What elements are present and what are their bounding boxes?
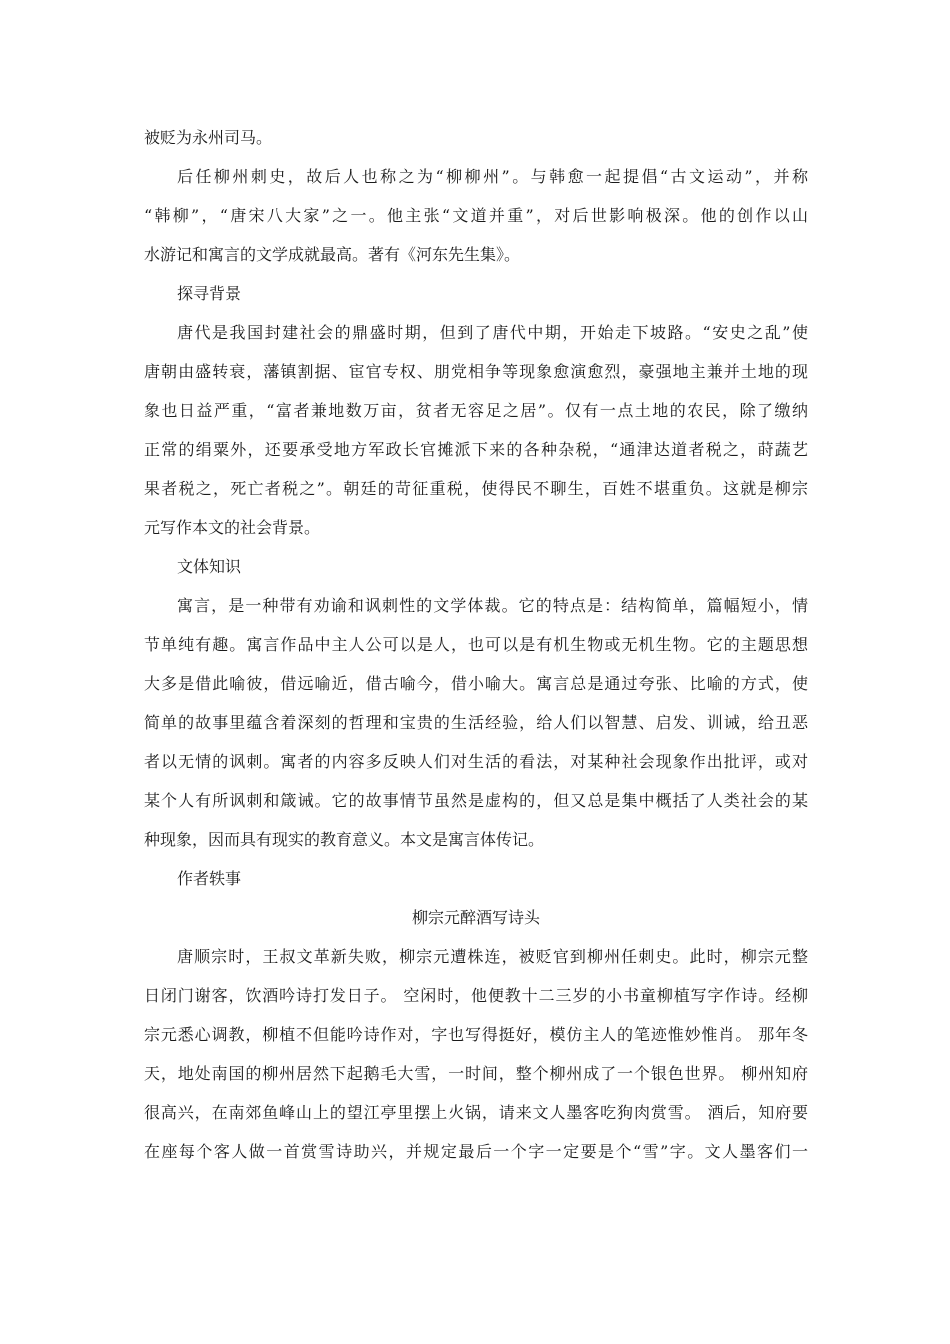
body-line: 简单的故事里蕴含着深刻的哲理和宝贵的生活经验，给人们以智慧、启发、训诫，给丑恶 xyxy=(144,713,808,732)
body-line: 水游记和寓言的文学成就最高。著有《河东先生集》。 xyxy=(144,245,521,264)
body-line: 者以无情的讽刺。寓者的内容多反映人们对生活的看法，对某种社会现象作出批评，或对 xyxy=(144,752,808,771)
body-line: 天，地处南国的柳州居然下起鹅毛大雪，一时间，整个柳州成了一个银色世界。 柳州知府 xyxy=(144,1064,808,1083)
body-line: 大多是借此喻彼，借远喻近，借古喻今，借小喻大。寓言总是通过夸张、比喻的方式，使 xyxy=(144,674,808,693)
body-line: 宗元悉心调教，柳植不但能吟诗作对，字也写得挺好，模仿主人的笔迹惟妙惟肖。 那年冬 xyxy=(144,1025,808,1044)
body-line: 象也日益严重，“富者兼地数万亩，贫者无容足之居”。仅有一点土地的农民，除了缴纳 xyxy=(144,401,808,420)
body-line: 唐朝由盛转衰，藩镇割据、宦官专权、朋党相争等现象愈演愈烈，豪强地主兼并土地的现 xyxy=(144,362,808,381)
body-line: 正常的绢粟外，还要承受地方军政长官摊派下来的各种杂税，“通津达道者税之，莳蔬艺 xyxy=(144,440,808,459)
background-paragraph xyxy=(144,313,808,547)
body-line: 元写作本文的社会背景。 xyxy=(144,518,321,537)
body-line: 某个人有所讽刺和箴诫。它的故事情节虽然是虚构的，但又总是集中概括了人类社会的某 xyxy=(144,791,808,810)
body-line: 日闭门谢客，饮酒吟诗打发日子。 空闲时，他便教十二三岁的小书童柳植写字作诗。经柳 xyxy=(144,986,808,1005)
body-line: 很高兴，在南郊鱼峰山上的望江亭里摆上火锅，请来文人墨客吃狗肉赏雪。 酒后，知府要 xyxy=(144,1103,808,1122)
document-page xyxy=(144,118,808,1171)
body-line: 唐代是我国封建社会的鼎盛时期，但到了唐代中期，开始走下坡路。“安史之乱”使 xyxy=(177,323,808,342)
body-line: 寓言，是一种带有劝谕和讽刺性的文学体裁。它的特点是：结构简单，篇幅短小，情 xyxy=(177,596,808,615)
section-heading-background: 探寻背景 xyxy=(177,284,242,303)
genre-paragraph xyxy=(144,586,808,859)
body-line: “韩柳”，“唐宋八大家”之一。他主张“文道并重”，对后世影响极深。他的创作以山 xyxy=(144,206,808,225)
bio-paragraph xyxy=(144,157,808,274)
body-line: 果者税之，死亡者税之”。朝廷的苛征重税，使得民不聊生，百姓不堪重负。这就是柳宗 xyxy=(144,479,808,498)
body-line: 后任柳州刺史，故后人也称之为“柳柳州”。与韩愈一起提倡“古文运动”，并称 xyxy=(177,167,808,186)
section-heading-genre: 文体知识 xyxy=(177,557,242,576)
body-line: 节单纯有趣。寓言作品中主人公可以是人，也可以是有机生物或无机生物。它的主题思想 xyxy=(144,635,808,654)
anecdote-title: 柳宗元醉酒写诗头 xyxy=(411,908,540,927)
body-line: 种现象，因而具有现实的教育意义。本文是寓言体传记。 xyxy=(144,830,545,849)
body-line: 唐顺宗时，王叔文革新失败，柳宗元遭株连，被贬官到柳州任刺史。此时，柳宗元整 xyxy=(177,947,808,966)
body-line: 被贬为永州司马。 xyxy=(144,128,273,147)
section-heading-anecdote: 作者轶事 xyxy=(177,869,242,888)
body-line: 在座每个客人做一首赏雪诗助兴，并规定最后一个字一定要是个“雪”字。文人墨客们一 xyxy=(144,1142,808,1161)
anecdote-paragraph xyxy=(144,937,808,1171)
